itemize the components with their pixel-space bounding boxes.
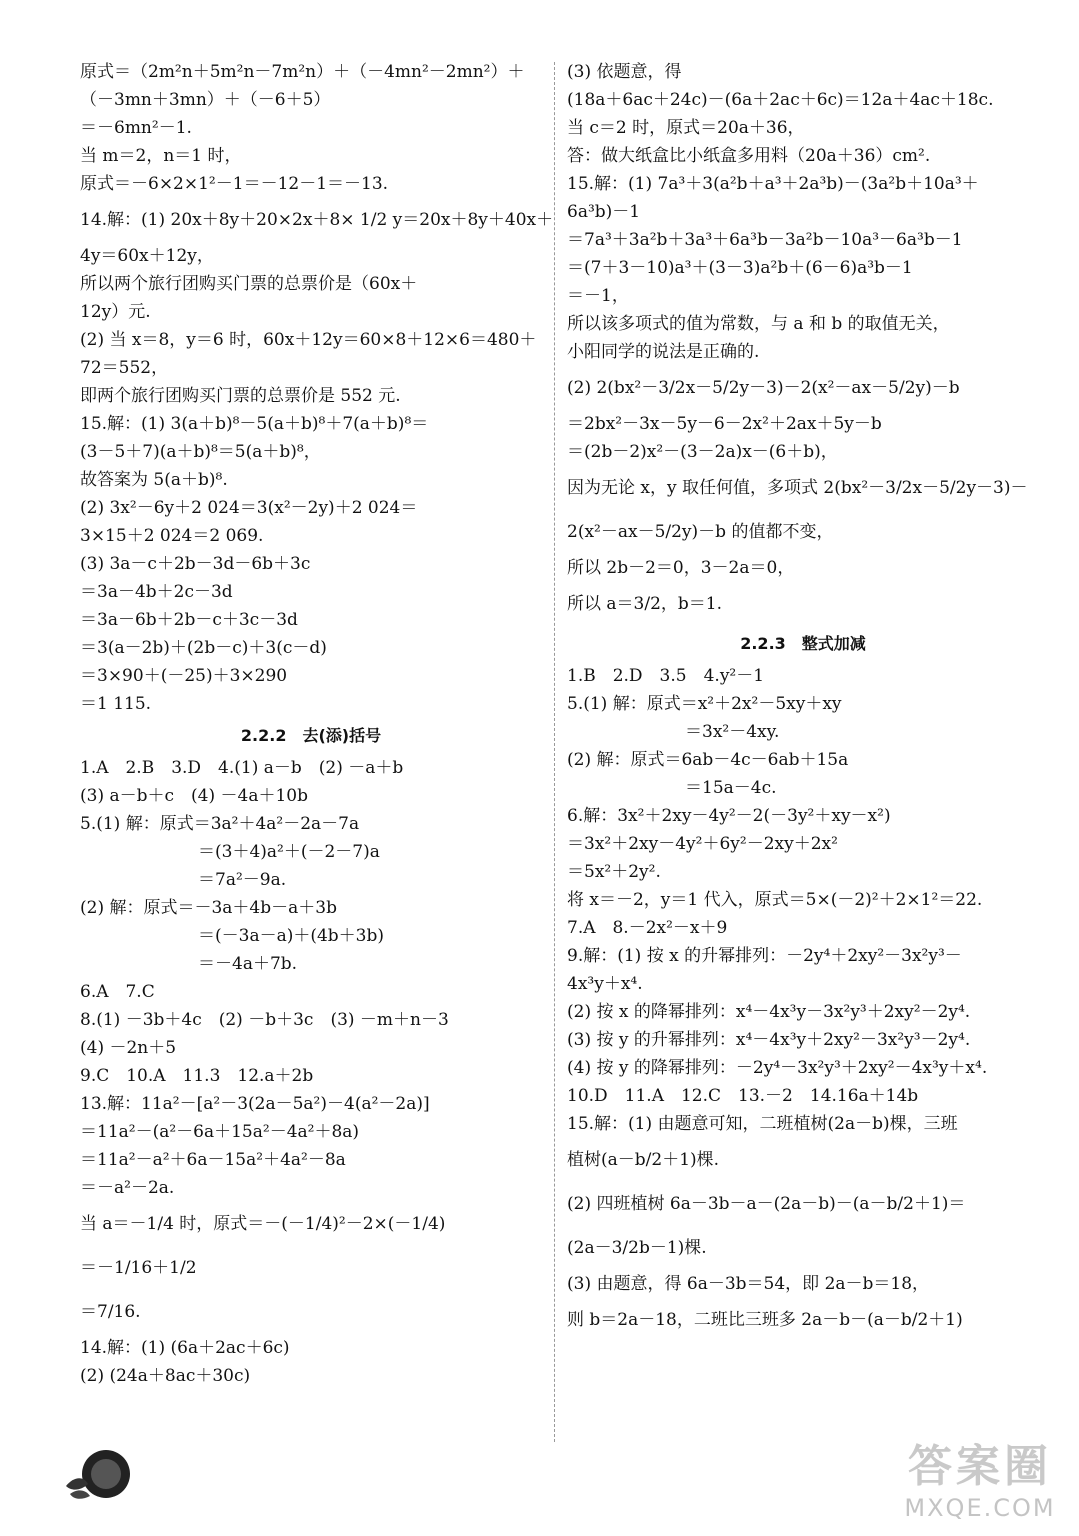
text-line: 1.A 2.B 3.D 4.(1) a－b (2) －a＋b (80, 758, 404, 778)
text-line: (2) 四班植树 6a－3b－a－(2a－b)－(a－b/2＋1)＝ (567, 1194, 966, 1214)
text-line: ＝7a³＋3a²b＋3a³＋6a³b－3a²b－10a³－6a³b－1 (567, 230, 963, 250)
text-line: 5.(1) 解：原式＝3a²＋4a²－2a－7a (80, 814, 360, 834)
text-line: 植树(a－b/2＋1)棵. (567, 1150, 720, 1170)
text-line: (18a＋6ac＋24c)－(6a＋2ac＋6c)＝12a＋4ac＋18c. (567, 90, 994, 110)
text-line: 所以 2b－2＝0，3－2a＝0， (567, 558, 795, 578)
section-heading-2-2-3: 2.2.3 整式加减 (740, 634, 866, 653)
text-line: (3) 按 y 的升幂排列：x⁴－4x³y＋2xy²－3x²y³－2y⁴. (567, 1030, 971, 1050)
text-line: 即两个旅行团购买门票的总票价是 552 元. (80, 386, 401, 406)
text-line: 则 b＝2a－18，二班比三班多 2a－b－(a－b/2＋1) (567, 1310, 963, 1330)
text-line: ＝3a－6b＋2b－c＋3c－3d (80, 610, 298, 630)
text-line: (2) 解：原式＝－3a＋4b－a＋3b (80, 898, 337, 918)
text-line: ＝3(a－2b)＋(2b－c)＋3(c－d) (80, 638, 327, 658)
text-line: 72＝552， (80, 358, 169, 378)
text-line: (2) 3x²－6y＋2 024＝3(x²－2y)＋2 024＝ (80, 498, 418, 518)
text-line: 2(x²－ax－5/2y)－b 的值都不变， (567, 522, 834, 542)
text-line: 14.解：(1) (6a＋2ac＋6c) (80, 1338, 290, 1358)
right-column (567, 58, 1039, 1342)
text-line: 14.解：(1) 20x＋8y＋20×2x＋8× 1/2 y＝20x＋8y＋40x＋ (80, 210, 554, 230)
text-line: 原式＝（2m²n＋5m²n－7m²n）＋（－4mn²－2mn²）＋ (80, 62, 525, 82)
text-line: ＝(－3a－a)＋(4b＋3b) (198, 926, 385, 946)
text-line: 6.A 7.C (80, 982, 155, 1002)
text-line: ＝－a²－2a. (80, 1178, 175, 1198)
text-line: ＝7/16. (80, 1302, 141, 1322)
text-line: 15.解：(1) 3(a＋b)⁸－5(a＋b)⁸＋7(a＋b)⁸＝ (80, 414, 429, 434)
watermark-text: 答案圈 (908, 1441, 1052, 1492)
text-line: ＝1 115. (80, 694, 152, 714)
text-line: 8.(1) －3b＋4c (2) －b＋3c (3) －m＋n－3 (80, 1010, 449, 1030)
text-line: 当 c＝2 时，原式＝20a＋36， (567, 118, 805, 138)
text-line: ＝－1， (567, 286, 629, 306)
text-line: ＝－4a＋7b. (198, 954, 298, 974)
text-line: 12y）元. (80, 302, 151, 322)
text-line: ＝5x²＋2y². (567, 862, 661, 882)
text-line: 3×15＋2 024＝2 069. (80, 526, 264, 546)
text-line: (3) 3a－c＋2b－3d－6b＋3c (80, 554, 311, 574)
text-line: （－3mn＋3mn）＋（－6＋5） (80, 90, 331, 110)
text-line: 4y＝60x＋12y， (80, 246, 214, 266)
text-line: 当 a＝－1/4 时，原式＝－(－1/4)²－2×(－1/4) (80, 1214, 446, 1234)
text-line: ＝7a²－9a. (198, 870, 287, 890)
text-line: 13.解：11a²－[a²－3(2a－5a²)－4(a²－2a)] (80, 1094, 430, 1114)
text-line: 5.(1) 解：原式＝x²＋2x²－5xy＋xy (567, 694, 842, 714)
text-line: (3) 依题意，得 (567, 62, 682, 82)
text-line: (3) a－b＋c (4) －4a＋10b (80, 786, 308, 806)
text-line: 所以 a＝3/2，b＝1. (567, 594, 723, 614)
text-line: 原式＝－6×2×1²－1＝－12－1＝－13. (80, 174, 389, 194)
text-line: ＝2bx²－3x－5y－6－2x²＋2ax＋5y－b (567, 414, 882, 434)
column-divider (554, 62, 555, 1442)
text-line: (2) 当 x＝8，y＝6 时，60x＋12y＝60×8＋12×6＝480＋ (80, 330, 537, 350)
text-line: 所以该多项式的值为常数，与 a 和 b 的取值无关， (567, 314, 950, 334)
text-line: (4) －2n＋5 (80, 1038, 177, 1058)
text-line: (2a－3/2b－1)棵. (567, 1238, 707, 1258)
text-line: 1.B 2.D 3.5 4.y²－1 (567, 666, 765, 686)
text-line: 15.解：(1) 由题意可知，二班植树(2a－b)棵，三班 (567, 1114, 958, 1134)
text-line: (3) 由题意，得 6a－3b＝54，即 2a－b＝18， (567, 1274, 930, 1294)
text-line: 6.解：3x²＋2xy－4y²－2(－3y²＋xy－x²) (567, 806, 891, 826)
text-line: ＝3x²＋2xy－4y²＋6y²－2xy＋2x² (567, 834, 838, 854)
text-line: ＝(2b－2)x²－(3－2a)x－(6＋b)， (567, 442, 838, 462)
text-line: (3－5＋7)(a＋b)⁸＝5(a＋b)⁸， (80, 442, 321, 462)
text-line: ＝3×90＋(－25)＋3×290 (80, 666, 288, 686)
text-line: (2) 按 x 的降幂排列：x⁴－4x³y－3x²y³＋2xy²－2y⁴. (567, 1002, 971, 1022)
section-heading-2-2-2: 2.2.2 去(添)括号 (240, 726, 382, 745)
text-line: ＝3x²－4xy. (685, 722, 780, 742)
text-line: 15.解：(1) 7a³＋3(a²b＋a³＋2a³b)－(3a²b＋10a³＋ (567, 174, 979, 194)
text-line: (2) 2(bx²－3/2x－5/2y－3)－2(x²－ax－5/2y)－b (567, 378, 960, 398)
text-line: 小阳同学的说法是正确的. (567, 342, 760, 362)
text-line: 7.A 8.－2x²－x＋9 (567, 918, 728, 938)
text-line: ＝15a－4c. (685, 778, 777, 798)
text-line: 4x³y＋x⁴. (567, 974, 643, 994)
text-line: (2) (24a＋8ac＋30c) (80, 1366, 251, 1386)
page-corner-logo-icon (60, 1442, 138, 1502)
text-line: 10.D 11.A 12.C 13.－2 14.16a＋14b (567, 1086, 919, 1106)
text-line: (4) 按 y 的降幂排列：－2y⁴－3x²y³＋2xy²－4x³y＋x⁴. (567, 1058, 988, 1078)
text-line: 9.C 10.A 11.3 12.a＋2b (80, 1066, 314, 1086)
text-line: ＝11a²－a²＋6a－15a²＋4a²－8a (80, 1150, 346, 1170)
text-line: ＝11a²－(a²－6a＋15a²－4a²＋8a) (80, 1122, 360, 1142)
text-line: ＝(7＋3－10)a³＋(3－3)a²b＋(6－6)a³b－1 (567, 258, 913, 278)
text-line: ＝－6mn²－1. (80, 118, 192, 138)
watermark-url: MXQE.COM (904, 1494, 1056, 1522)
left-column (80, 58, 554, 1390)
text-line: 9.解：(1) 按 x 的升幂排列：－2y⁴＋2xy²－3x²y³－ (567, 946, 962, 966)
text-line: ＝－1/16＋1/2 (80, 1258, 197, 1278)
text-line: 当 m＝2，n＝1 时， (80, 146, 242, 166)
text-line: 故答案为 5(a＋b)⁸. (80, 470, 228, 490)
text-line: 因为无论 x，y 取任何值，多项式 2(bx²－3/2x－5/2y－3)－ (567, 478, 1028, 498)
text-line: 6a³b)－1 (567, 202, 641, 222)
text-line: (2) 解：原式＝6ab－4c－6ab＋15a (567, 750, 849, 770)
text-line: 所以两个旅行团购买门票的总票价是（60x＋ (80, 274, 418, 294)
text-line: ＝(3＋4)a²＋(－2－7)a (198, 842, 380, 862)
watermark (895, 1440, 1065, 1530)
text-line: 答：做大纸盒比小纸盒多用料（20a＋36）cm². (567, 146, 931, 166)
text-line: 将 x＝－2，y＝1 代入，原式＝5×(－2)²＋2×1²＝22. (567, 890, 983, 910)
text-line: ＝3a－4b＋2c－3d (80, 582, 233, 602)
